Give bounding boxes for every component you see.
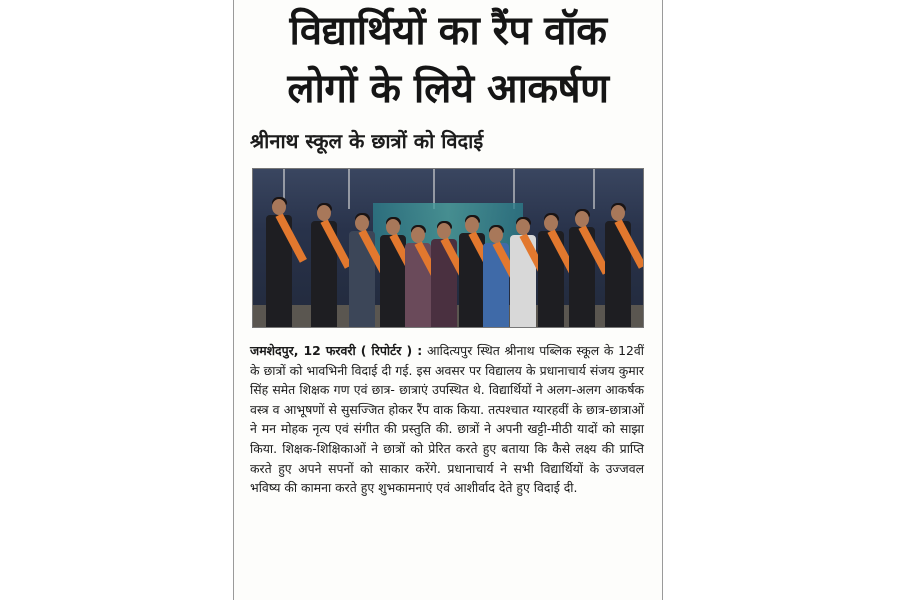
stage-light-decoration: [348, 169, 350, 209]
event-photo: [252, 168, 644, 328]
headline-line-1: विद्यार्थियों का रैंप वॉक: [289, 8, 607, 54]
student-figure: [565, 211, 599, 327]
student-figure: [305, 205, 343, 327]
newspaper-clipping: [233, 0, 663, 600]
student-figure: [535, 215, 567, 327]
student-figure: [599, 205, 637, 327]
article-body: [250, 341, 644, 498]
stage-light-decoration: [593, 169, 595, 209]
student-figure: [345, 215, 379, 327]
subheadline: श्रीनाथ स्कूल के छात्रों को विदाई: [250, 129, 484, 153]
student-figure: [259, 199, 299, 327]
headline-line-2: लोगों के लिये आकर्षण: [287, 66, 609, 112]
article-dateline: जमशेदपुर, 12 फरवरी ( रिपोर्टर ) :: [250, 343, 423, 358]
article-text: आदित्यपुर स्थित श्रीनाथ पब्लिक स्कूल के 12वीं के छात्रों को भावभिनी विदाई दी गई. इस अवसर पर विद्यालय के प्रधानाचार्य संजय कुमार सिंह समेत शिक्षक गण एवं छात्र- छात्राएं उपस्थित थे. विद्यार्थियों ने अलग-अलग आकर्षक वस्त्र व आभूषणों से सुसज्जित होकर रैंप वाक किया. तत्पश्चात ग्यारहवीं के छात्र-छात्राओं ने मन मोहक नृत्य एवं संगीत की प्रस्तुति की. छात्रों ने अपनी खट्टी-मीठी यादों को साझा किया. शिक्षक-शिक्षिकाओं ने छात्रों को प्रेरित करते हुए बताया कि कैसे लक्ष्य की प्राप्ति करते हुए अपने सपनों को साकार करेंगे. प्रधानाचार्य ने सभी विद्यार्थियों के उज्जवल भविष्य की कामना करते हुए शुभकामनाएं एवं आशीर्वाद देते हुए विदाई दी.: [250, 343, 645, 496]
